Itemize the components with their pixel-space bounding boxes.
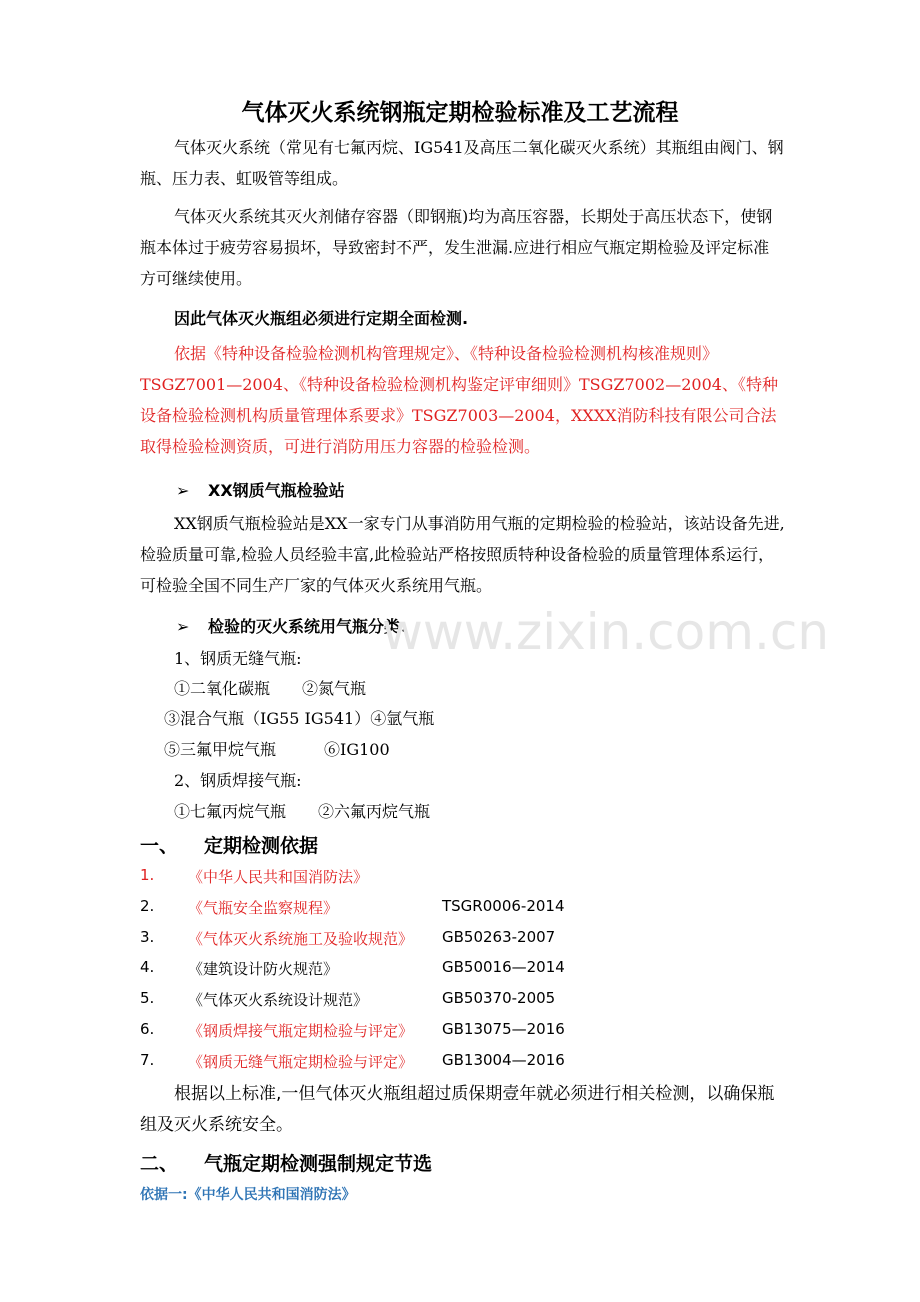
station-paragraph: XX钢质气瓶检验站是XX一家专门从事消防用气瓶的定期检验的检验站，该站设备先进,检验质量可靠,检验人员经验丰富,此检验站严格按照质特种设备检验的质量管理体系运行，可检验全国不同生产厂家的气体灭火系统用气瓶。 bbox=[140, 514, 785, 595]
reference-number: 7. bbox=[140, 1050, 155, 1069]
reference-code: GB50370-2005 bbox=[442, 989, 556, 1008]
seamless-row-1: ①二氧化碳瓶 ②氮气瓶 bbox=[174, 679, 367, 698]
welded-label: 2、钢质焊接气瓶: bbox=[174, 771, 302, 790]
watermark-logo: www.zixin.com.cn bbox=[382, 603, 830, 661]
station-heading-text: XX钢质气瓶检验站 bbox=[208, 481, 345, 500]
reference-number: 6. bbox=[140, 1020, 155, 1038]
reference-title: 《气瓶安全监察规程》 bbox=[188, 898, 339, 917]
reference-title: 《中华人民共和国消防法》 bbox=[188, 868, 369, 886]
reference-code: GB50263-2007 bbox=[442, 927, 556, 946]
intro-paragraph-3: 因此气体灭火瓶组必须进行定期全面检测. bbox=[174, 309, 469, 328]
arrow-bullet-icon: ➢ bbox=[176, 617, 190, 636]
intro-paragraph-2: 气体灭火系统其灭火剂储存容器（即钢瓶)均为高压容器，长期处于高压状态下，使钢瓶本体过于疲劳容易损坏，导致密封不严，发生泄漏.应进行相应气瓶定期检验及评定标准方可继续使用。 bbox=[140, 207, 773, 288]
section-2-number: 二、 bbox=[140, 1153, 179, 1175]
arrow-bullet-icon: ➢ bbox=[176, 481, 190, 500]
seamless-row-2: ③混合气瓶（IG55 IG541）④氩气瓶 bbox=[164, 709, 435, 728]
section-1-heading bbox=[140, 831, 318, 858]
seamless-row-3: ⑤三氟甲烷气瓶 ⑥IG100 bbox=[164, 740, 390, 759]
reference-number: 1. bbox=[140, 866, 155, 884]
section-1-number: 一、 bbox=[140, 835, 179, 857]
section-2-title: 气瓶定期检测强制规定节选 bbox=[204, 1153, 433, 1175]
reference-code: GB13004—2016 bbox=[442, 1050, 565, 1069]
reference-number: 4. bbox=[140, 958, 155, 977]
section-2-heading bbox=[140, 1149, 432, 1176]
page-title: 气体灭火系统钢瓶定期检验标准及工艺流程 bbox=[241, 100, 679, 126]
reference-title: 《钢质焊接气瓶定期检验与评定》 bbox=[188, 1022, 414, 1040]
section-1-title: 定期检测依据 bbox=[204, 835, 319, 857]
classification-heading-text: 检验的灭火系统用气瓶分类： bbox=[208, 617, 417, 636]
classification-heading bbox=[176, 614, 416, 637]
welded-row-1: ①七氟丙烷气瓶 ②六氟丙烷气瓶 bbox=[174, 802, 431, 821]
reference-number: 5. bbox=[140, 989, 155, 1008]
intro-paragraph-4: 依据《特种设备检验检测机构管理规定》、《特种设备检验检测机构核准规则》TSGZ7001—2004、《特种设备检验检测机构鉴定评审细则》TSGZ7002—2004、《特种设备检验检测机构质量管理体系要求》TSGZ7003—2004，XXXX消防科技有限公司合法取得检验检测资质，可进行消防用压力容器的检验检测。 bbox=[140, 344, 778, 456]
reference-code: TSGR0006-2014 bbox=[442, 896, 565, 915]
section-1-conclusion: 根据以上标准,一但气体灭火瓶组超过质保期壹年就必须进行相关检测，以确保瓶组及灭火系统安全。 bbox=[140, 1084, 775, 1135]
reference-number: 2. bbox=[140, 896, 155, 915]
seamless-label: 1、钢质无缝气瓶: bbox=[174, 649, 302, 668]
reference-code: GB13075—2016 bbox=[442, 1020, 565, 1038]
reference-title: 《气体灭火系统施工及验收规范》 bbox=[188, 929, 414, 948]
reference-title: 《建筑设计防火规范》 bbox=[188, 960, 339, 979]
reference-title: 《气体灭火系统设计规范》 bbox=[188, 991, 369, 1010]
intro-paragraph-1: 气体灭火系统（常见有七氟丙烷、IG541及高压二氧化碳灭火系统）其瓶组由阀门、钢瓶、压力表、虹吸管等组成。 bbox=[140, 138, 784, 188]
station-heading bbox=[176, 478, 345, 501]
reference-title: 《钢质无缝气瓶定期检验与评定》 bbox=[188, 1052, 414, 1071]
basis-one-heading: 依据一:《中华人民共和国消防法》 bbox=[140, 1187, 356, 1203]
reference-code: GB50016—2014 bbox=[442, 958, 565, 977]
reference-number: 3. bbox=[140, 927, 155, 946]
